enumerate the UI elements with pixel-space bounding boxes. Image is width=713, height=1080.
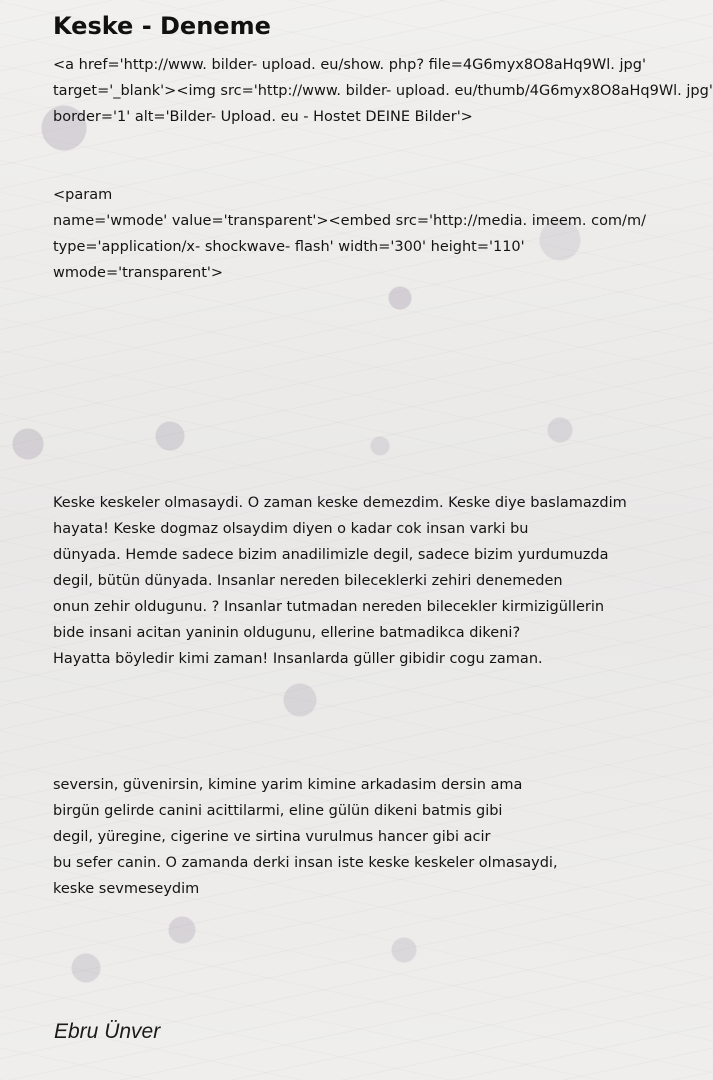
stanza-line: bide insani acitan yaninin oldugunu, ellerine batmadikca dikeni? xyxy=(53,625,521,641)
stanza-line: Keske keskeler olmasaydi. O zaman keske demezdim. Keske diye baslamazdim xyxy=(53,495,627,511)
stanza-line: seversin, güvenirsin, kimine yarim kimine arkadasim dersin ama xyxy=(53,777,523,793)
stanza-2 xyxy=(53,182,693,286)
stanza-1 xyxy=(53,52,713,130)
stanza-3 xyxy=(53,490,693,672)
stanza-line: degil, bütün dünyada. Insanlar nereden bileceklerki zehiri denemeden xyxy=(53,573,563,589)
stanza-line: <a href='http://www. bilder- upload. eu/show. php? file=4G6myx8O8aHq9Wl. jpg' xyxy=(53,57,646,73)
stanza-line: birgün gelirde canini acittilarmi, eline gülün dikeni batmis gibi xyxy=(53,803,503,819)
stanza-line: name='wmode' value='transparent'><embed src='http://media. imeem. com/m/ xyxy=(53,213,646,229)
stanza-line: bu sefer canin. O zamanda derki insan iste keske keskeler olmasaydi, xyxy=(53,855,558,871)
stanza-line: type='application/x- shockwave- flash' width='300' height='110' xyxy=(53,239,525,255)
poem-author: Ebru Ünver xyxy=(54,1020,161,1043)
stanza-line: wmode='transparent'> xyxy=(53,265,224,281)
stanza-line: onun zehir oldugunu. ? Insanlar tutmadan nereden bilecekler kirmizigüllerin xyxy=(53,599,605,615)
stanza-line: Hayatta böyledir kimi zaman! Insanlarda güller gibidir cogu zaman. xyxy=(53,651,543,667)
stanza-line: border='1' alt='Bilder- Upload. eu - Hostet DEINE Bilder'> xyxy=(53,109,473,125)
stanza-line: target='_blank'><img src='http://www. bilder- upload. eu/thumb/4G6myx8O8aHq9Wl. jpg' xyxy=(53,83,713,99)
stanza-line: <param xyxy=(53,187,113,203)
stanza-4 xyxy=(53,772,693,902)
stanza-line: dünyada. Hemde sadece bizim anadilimizle degil, sadece bizim yurdumuzda xyxy=(53,547,609,563)
stanza-line: keske sevmeseydim xyxy=(53,881,200,897)
poem-title: Keske - Deneme xyxy=(53,12,271,40)
stanza-line: hayata! Keske dogmaz olsaydim diyen o kadar cok insan varki bu xyxy=(53,521,529,537)
stanza-line: degil, yüregine, cigerine ve sirtina vurulmus hancer gibi acir xyxy=(53,829,491,845)
